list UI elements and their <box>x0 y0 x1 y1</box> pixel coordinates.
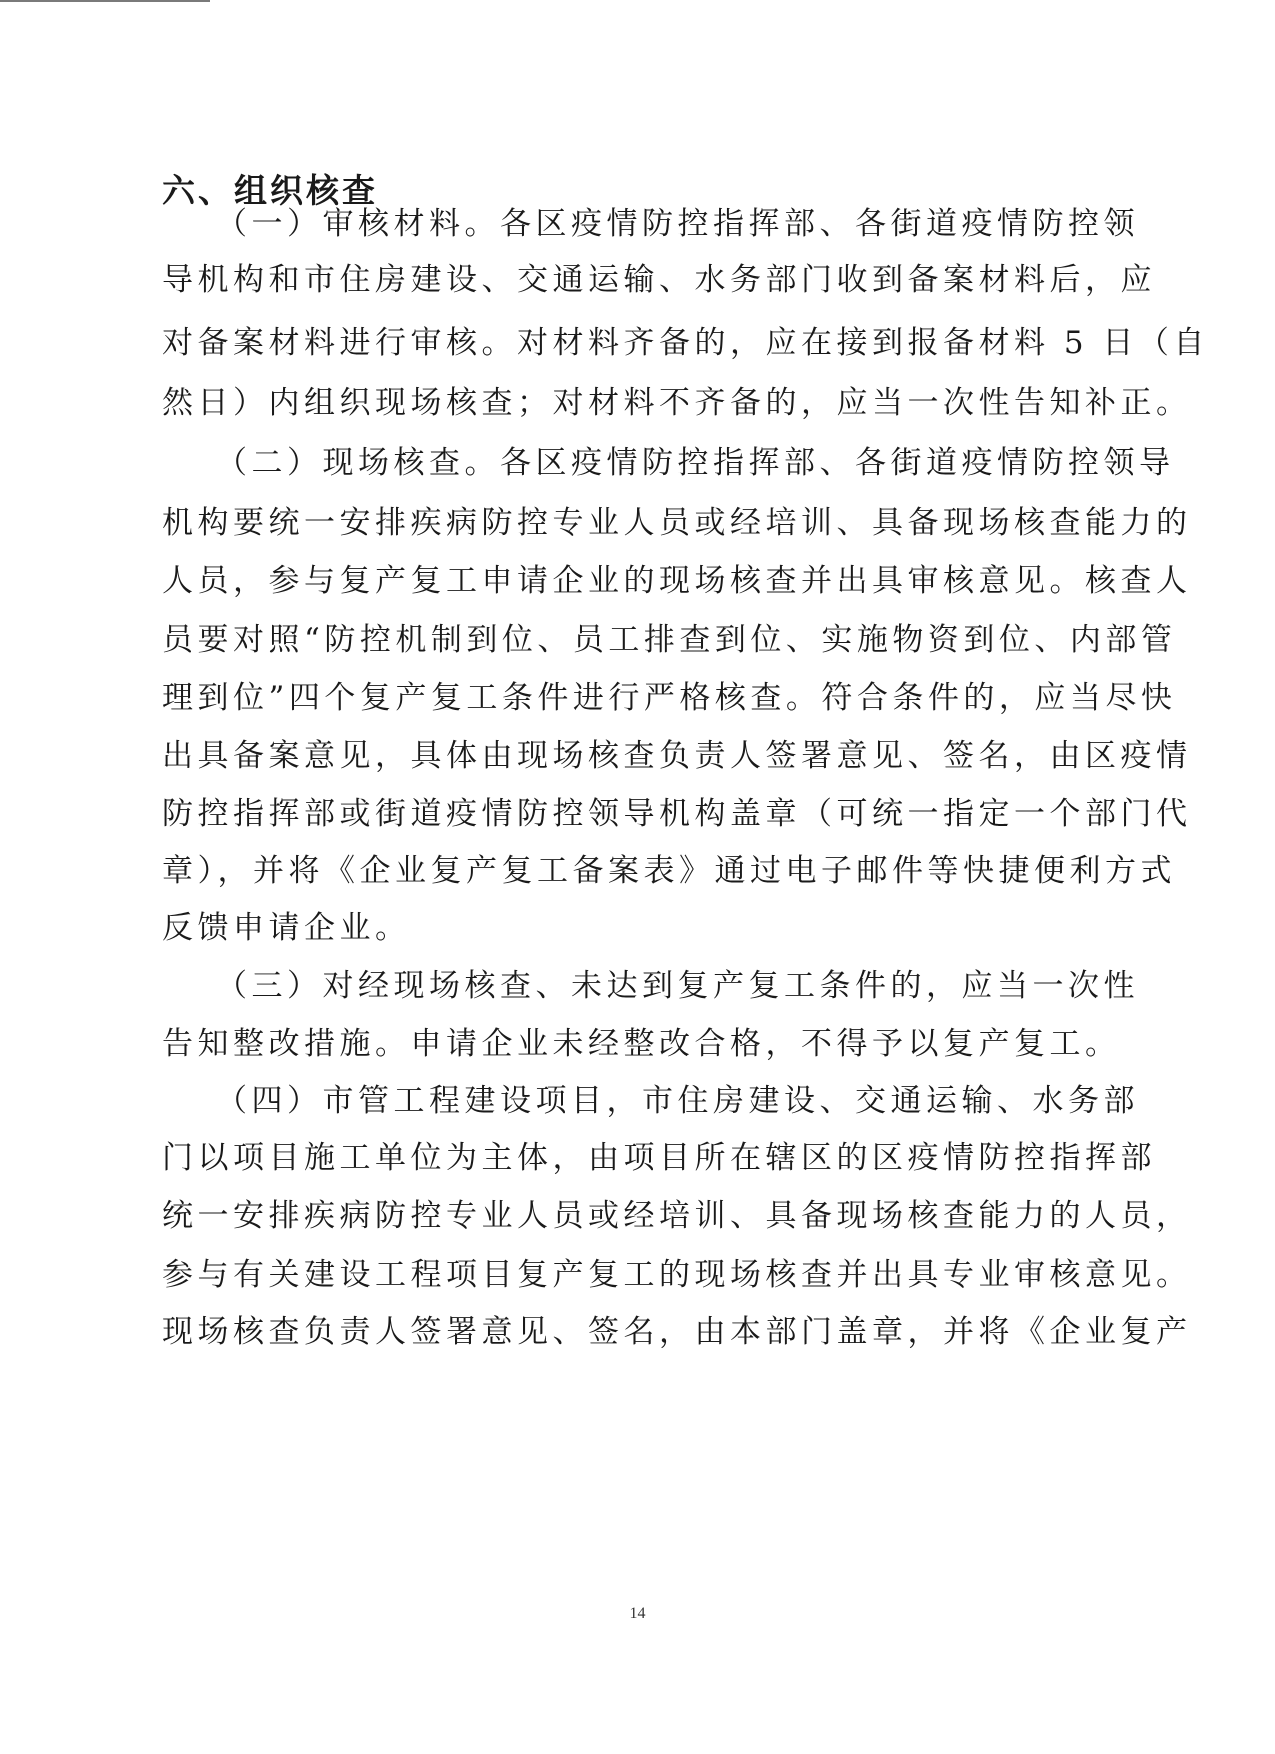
paragraph-line: 统一安排疾病防控专业人员或经培训、具备现场核查能力的人员， <box>162 1198 1192 1234</box>
paragraph-line: 现场核查负责人签署意见、签名，由本部门盖章，并将《企业复产 <box>162 1314 1192 1350</box>
paragraph-line: （一）审核材料。各区疫情防控指挥部、各街道疫情防控领 <box>216 206 1139 242</box>
paragraph-line: 告知整改措施。申请企业未经整改合格，不得予以复产复工。 <box>162 1026 1121 1062</box>
paragraph-line: 员要对照“防控机制到位、员工排查到位、实施物资到位、内部管 <box>162 622 1177 658</box>
paragraph-line: 理到位”四个复产复工条件进行严格核查。符合条件的，应当尽快 <box>162 680 1177 716</box>
paragraph-line: 参与有关建设工程项目复产复工的现场核查并出具专业审核意见。 <box>162 1257 1192 1293</box>
paragraph-line: 机构要统一安排疾病防控专业人员或经培训、具备现场核查能力的 <box>162 505 1192 541</box>
paragraph-line: 防控指挥部或街道疫情防控领导机构盖章（可统一指定一个部门代 <box>162 796 1192 832</box>
paragraph-line: 反馈申请企业。 <box>162 910 411 946</box>
paragraph-line: （三）对经现场核查、未达到复产复工条件的，应当一次性 <box>216 968 1139 1004</box>
scan-edge-mark <box>0 0 210 2</box>
paragraph-line: 然日）内组织现场核查；对材料不齐备的，应当一次性告知补正。 <box>162 385 1192 421</box>
page-number: 14 <box>629 1605 646 1622</box>
paragraph-line: 人员，参与复产复工申请企业的现场核查并出具审核意见。核查人 <box>162 563 1192 599</box>
paragraph-line: 门以项目施工单位为主体，由项目所在辖区的区疫情防控指挥部 <box>162 1140 1156 1176</box>
paragraph-line: 章），并将《企业复产复工备案表》通过电子邮件等快捷便利方式 <box>162 853 1176 889</box>
paragraph-line: 对备案材料进行审核。对材料齐备的，应在接到报备材料 5 日（自 <box>162 325 1209 361</box>
paragraph-line: （二）现场核查。各区疫情防控指挥部、各街道疫情防控领导 <box>216 445 1175 481</box>
section-heading: 六、组织核查 <box>162 171 378 210</box>
paragraph-line: 出具备案意见，具体由现场核查负责人签署意见、签名，由区疫情 <box>162 738 1192 774</box>
paragraph-line: 导机构和市住房建设、交通运输、水务部门收到备案材料后，应 <box>162 262 1156 298</box>
paragraph-line: （四）市管工程建设项目，市住房建设、交通运输、水务部 <box>216 1083 1139 1119</box>
